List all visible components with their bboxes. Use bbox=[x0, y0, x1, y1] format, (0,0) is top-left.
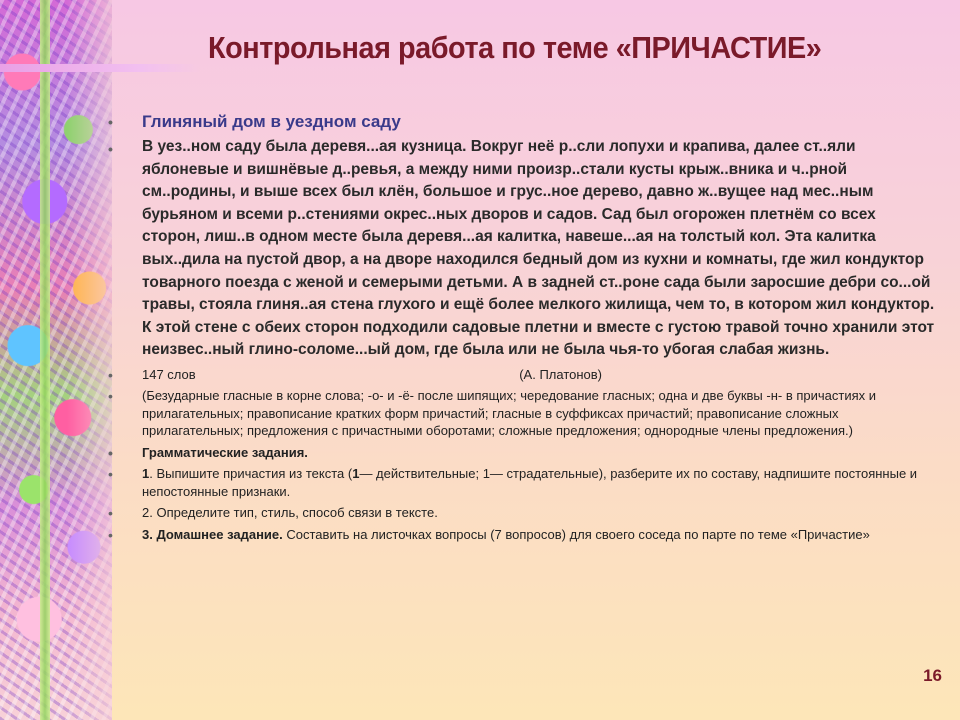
page-number: 16 bbox=[923, 666, 942, 685]
task-1 bbox=[108, 465, 938, 500]
task-1-text-a: . Выпишите причастия из текста ( bbox=[149, 466, 353, 482]
dictation-text: • В уез..ном саду была деревя...ая кузница. Вокруг неё р..сли лопухи и крапива, далее ст..яли яблоневые и вишнёвые д..ревья, а между ними произр..стали кусты крыж..вника и ч..рной см..родины, и выше всех был клён, большое и грус..ное дерево, давно ж..вущее над мес..ным бурьяном и всеми р..стениями окрес..ных дворов и садов. Сад был огорожен плетнём со всех сторон, лиш..в одном месте была деревя...ая калитка, навеше...ая на толстый кол. Эта калитка вых..дила на пустой двор, а на дворе находился бедный дом из кухни и комнаты, где жил кондуктор товарного поезда с женой и семерыми детьми. А в задней ст..роне сада были заросшие дебри со...ой травы, стояла глиня..ая стена глухого и ещё более мелкого жилища, чем то, в котором жил кондуктор. К этой стене с обеих сторон подходили садовые плетни и вместе с густою травой точно хранили этот неизвес..ный глино-соломе...ый дом, где была или не была чья-то убогая слабая жизнь. bbox=[108, 136, 938, 362]
word-count: • 147 слов bbox=[142, 366, 196, 382]
task-3-text: Составить на листочках вопросы (7 вопросов) для своего соседа по парте по теме «Причастие» bbox=[282, 526, 870, 542]
task-1-number: 1 bbox=[142, 466, 150, 482]
task-3 bbox=[108, 526, 938, 544]
slide-content bbox=[108, 112, 938, 543]
text-subtitle: • Глиняный дом в уездном саду bbox=[108, 112, 938, 132]
slide-title: Контрольная работа по теме «ПРИЧАСТИЕ» bbox=[208, 30, 822, 65]
author: (А. Платонов) bbox=[519, 366, 602, 382]
task-1-text-c: — действительные; 1— страдательные), разберите их по составу, надпишите постоянные и непостоянные признаки. bbox=[142, 466, 918, 499]
grammar-heading: • Грамматические задания. bbox=[108, 444, 938, 462]
spelling-topics: • (Безударные гласные в корне слова; -о- и -ё- после шипящих; чередование гласных; одна и две буквы -н- в причастиях и прилагательных; правописание кратких форм причастий; гласные в суффиксах причастий; правописание сложных прилагательных; предложения с причастными оборотами; сложные предложения; однородные члены предложения.) bbox=[108, 387, 938, 440]
decorative-vertical-bar bbox=[40, 0, 50, 720]
decorative-horizontal-bar bbox=[0, 64, 200, 72]
task-2: • 2. Определите тип, стиль, способ связи в тексте. bbox=[108, 504, 938, 522]
task-3-label: 3. Домашнее задание. bbox=[142, 526, 283, 542]
decorative-fade bbox=[0, 0, 112, 720]
task-1-bold-one: 1 bbox=[352, 466, 360, 482]
text-meta bbox=[108, 366, 938, 384]
